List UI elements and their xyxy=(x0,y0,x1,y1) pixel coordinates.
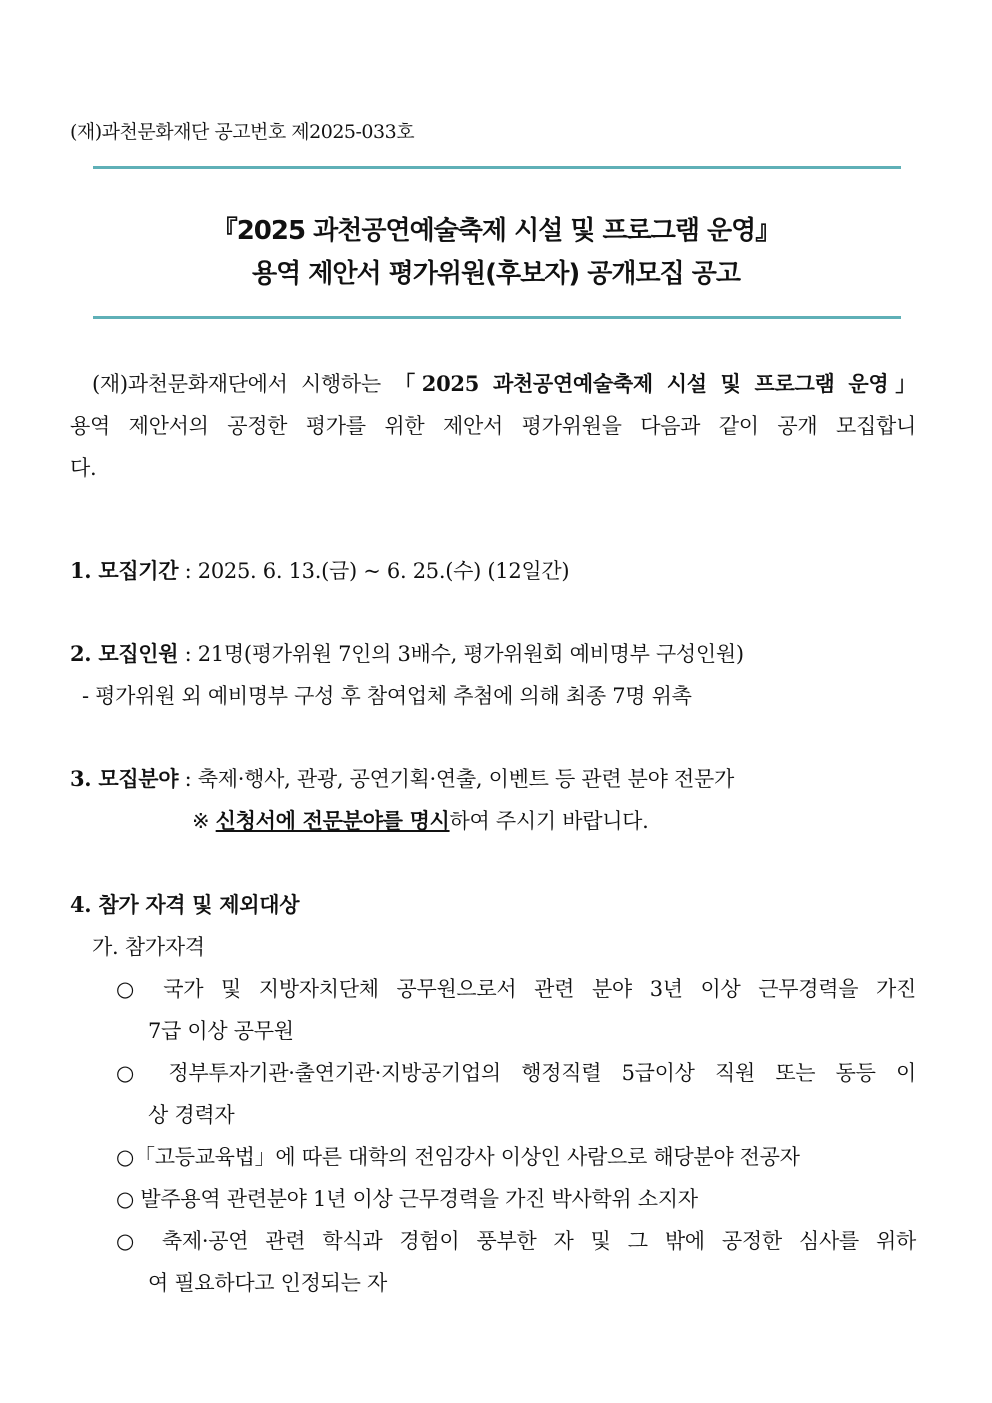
eligibility-item-1-line1: ○ 국가 및 지방자치단체 공무원으로서 관련 분야 3년 이상 근무경력을 가진 xyxy=(116,977,916,1001)
section-3-note xyxy=(192,805,649,835)
notice-number: (재)과천문화재단 공고번호 제2025-033호 xyxy=(70,121,415,143)
eligibility-item-3: ○「고등교육법」에 따른 대학의 전임강사 이상인 사람으로 해당분야 전공자 xyxy=(116,1145,800,1169)
section-3-label: 3. 모집분야 xyxy=(70,766,179,791)
section-4-label: 4. 참가 자격 및 제외대상 xyxy=(70,892,300,917)
section-1-label: 1. 모집기간 xyxy=(70,558,179,583)
document-title-line1: 『2025 과천공연예술축제 시설 및 프로그램 운영』 xyxy=(211,216,781,246)
eligibility-item-2-line1: ○ 정부투자기관·출연기관·지방공기업의 행정직렬 5급이상 직원 또는 동등 이 xyxy=(116,1061,916,1085)
title-top-rule xyxy=(93,166,901,169)
intro-text-pre: (재)과천문화재단에서 시행하는 xyxy=(92,372,395,396)
eligibility-item-2-line2: 상 경력자 xyxy=(148,1103,235,1127)
section-recruit-number xyxy=(70,638,744,668)
section-2-label: 2. 모집인원 xyxy=(70,641,179,666)
intro-line-1 xyxy=(70,368,916,398)
section-2-sub: - 평가위원 외 예비명부 구성 후 참여업체 추첨에 의해 최종 7명 위촉 xyxy=(82,684,692,708)
eligibility-item-5-line1: ○ 축제·공연 관련 학식과 경험이 풍부한 자 및 그 밖에 공정한 심사를 위하 xyxy=(116,1229,916,1253)
eligibility-item-4: ○ 발주용역 관련분야 1년 이상 근무경력을 가진 박사학위 소지자 xyxy=(116,1187,698,1211)
section-recruit-period xyxy=(70,555,569,585)
title-bottom-rule xyxy=(93,316,901,319)
section-eligibility xyxy=(70,889,299,919)
intro-line-3: 다. xyxy=(70,456,97,480)
eligibility-item-1-line2: 7급 이상 공무원 xyxy=(148,1019,294,1043)
intro-project-name: 「2025 과천공연예술축제 시설 및 프로그램 운영」 xyxy=(394,371,916,396)
eligibility-item-5-line2: 여 필요하다고 인정되는 자 xyxy=(148,1271,387,1295)
eligibility-sub-heading: 가. 참가자격 xyxy=(92,935,205,959)
document-title-line2: 용역 제안서 평가위원(후보자) 공개모집 공고 xyxy=(251,259,741,289)
note-rest: 하여 주시기 바랍니다. xyxy=(449,809,649,833)
section-1-text: : 2025. 6. 13.(금) ~ 6. 25.(수) (12일간) xyxy=(178,559,570,583)
note-mark: ※ xyxy=(192,809,216,833)
note-underline: 신청서에 전문분야를 명시 xyxy=(215,808,450,833)
section-2-text: : 21명(평가위원 7인의 3배수, 평가위원회 예비명부 구성인원) xyxy=(178,642,744,666)
section-recruit-field xyxy=(70,763,734,793)
intro-line-2: 용역 제안서의 공정한 평가를 위한 제안서 평가위원을 다음과 같이 공개 모집합니 xyxy=(70,414,916,438)
section-3-text: : 축제·행사, 관광, 공연기획·연출, 이벤트 등 관련 분야 전문가 xyxy=(178,767,734,791)
